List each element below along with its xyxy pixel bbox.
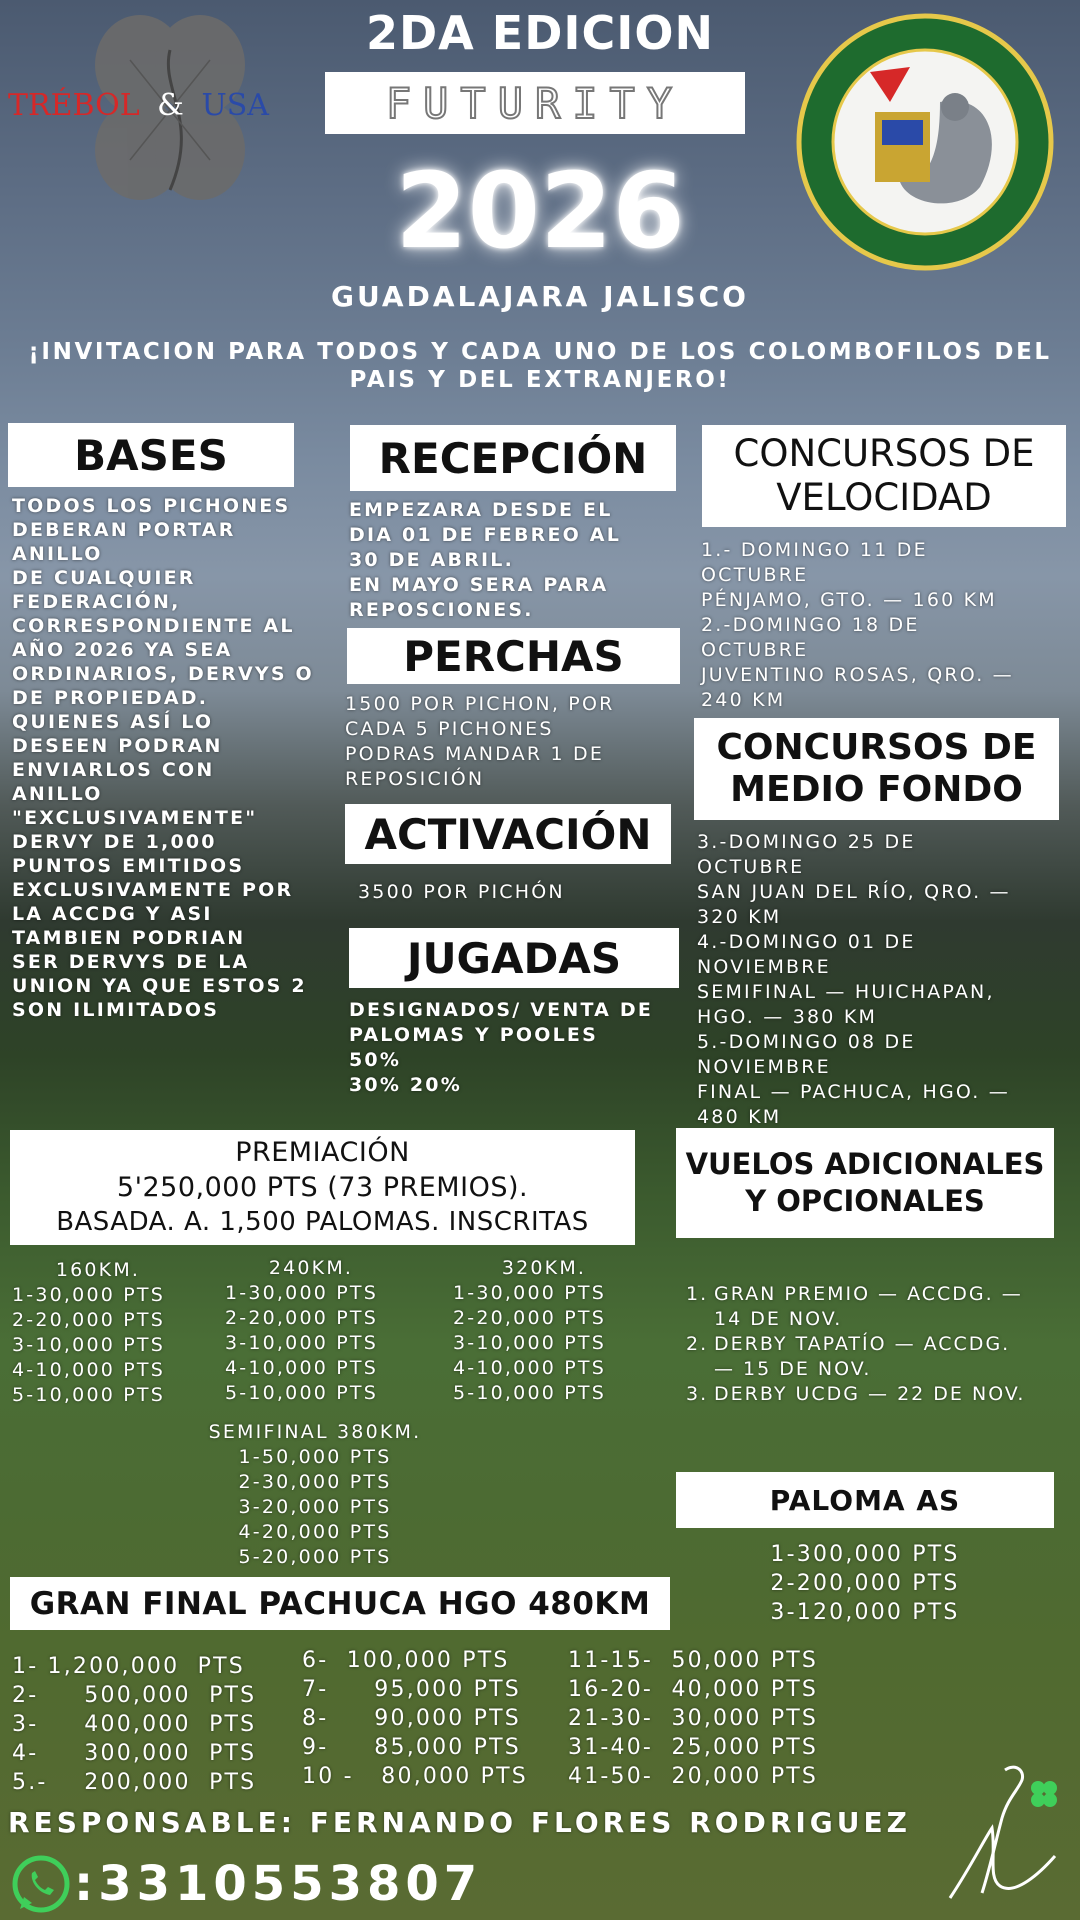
vuelos-list: [686, 1282, 1078, 1407]
velocidad-title: CONCURSOS DE VELOCIDAD: [702, 425, 1066, 527]
association-seal: [790, 12, 1060, 272]
edition-title: 2DA EDICION: [365, 6, 714, 60]
medio-fondo-title: CONCURSOS DE MEDIO FONDO: [694, 718, 1059, 820]
premiacion-title: PREMIACIÓN: [235, 1137, 410, 1168]
premiacion-basis: BASADA. A. 1,500 PALOMAS. INSCRITAS: [56, 1207, 589, 1237]
activacion-title: ACTIVACIÓN: [345, 804, 671, 864]
perchas-text: 1500 POR PICHON, POR CADA 5 PICHONES PODRAS MANDAR 1 DE REPOSICIÓN: [345, 693, 615, 790]
year-title: 2026: [395, 150, 685, 272]
city-title: GUADALAJARA JALISCO: [331, 280, 749, 313]
whatsapp-contact[interactable]: [10, 1852, 482, 1916]
gran-final-col-2: 6- 100,000 PTS 7- 95,000 PTS 8- 90,000 PTS 9- 85,000 PTS 10 - 80,000 PTS: [302, 1648, 528, 1789]
premiacion-box: [10, 1130, 635, 1245]
signature-logo: [930, 1758, 1070, 1910]
whatsapp-icon: [10, 1853, 72, 1915]
perchas-title: PERCHAS: [347, 628, 680, 684]
futurity-logo: FUTURITY: [325, 72, 745, 134]
bases-title: BASES: [8, 423, 294, 487]
prize-col-160: 160KM. 1-30,000 PTS 2-20,000 PTS 3-10,000 PTS 4-10,000 PTS 5-10,000 PTS: [12, 1259, 165, 1406]
jugadas-title: JUGADAS: [349, 928, 679, 988]
invitation-line-2: PAIS Y DEL EXTRANJERO!: [349, 367, 731, 393]
ampersand: &: [157, 88, 184, 123]
medio-fondo-text: 3.-DOMINGO 25 DE OCTUBRE SAN JUAN DEL RÍO, QRO. — 320 KM 4.-DOMINGO 01 DE NOVIEMBRE SEMIFINAL — HUICHAPAN, HGO. — 380 KM 5.-DOMINGO 08 DE NOVIEMBRE FINAL — PACHUCA, HGO. — 480 KM: [697, 831, 1011, 1128]
gran-final-title: GRAN FINAL PACHUCA HGO 480KM: [10, 1577, 670, 1630]
prize-col-320: 320KM. 1-30,000 PTS 2-20,000 PTS 3-10,000 PTS 4-10,000 PTS 5-10,000 PTS: [453, 1257, 606, 1404]
vuelos-item-2: 2. DERBY TAPATÍO — ACCDG. — 15 DE NOV.: [686, 1333, 1011, 1380]
trebol-usa-wordmark: [8, 88, 269, 123]
responsable-text: RESPONSABLE: FERNANDO FLORES RODRIGUEZ: [8, 1806, 911, 1839]
prize-col-240: 240KM. 1-30,000 PTS 2-20,000 PTS 3-10,000 PTS 4-10,000 PTS 5-10,000 PTS: [225, 1257, 378, 1404]
small-clover-icon: [1031, 1781, 1057, 1807]
pigeon-icon: [982, 1767, 1023, 1893]
premiacion-total: 5'250,000 PTS (73 PREMIOS).: [116, 1172, 529, 1203]
gran-final-col-3: 11-15- 50,000 PTS 16-20- 40,000 PTS 21-30- 30,000 PTS 31-40- 25,000 PTS 41-50- 20,000 PTS: [568, 1648, 819, 1789]
vuelos-item-3: 3. DERBY UCDG — 22 DE NOV.: [686, 1383, 1026, 1405]
paloma-as-list: 1-300,000 PTS 2-200,000 PTS 3-120,000 PTS: [770, 1542, 960, 1625]
invitation-line-1: ¡INVITACION PARA TODOS Y CADA UNO DE LOS COLOMBOFILOS DEL: [28, 339, 1052, 365]
usa-text: USA: [201, 88, 269, 123]
recepcion-title: RECEPCIÓN: [350, 425, 676, 491]
vuelos-title: VUELOS ADICIONALES Y OPCIONALES: [676, 1128, 1054, 1238]
gran-final-col-1: 1- 1,200,000 PTS 2- 500,000 PTS 3- 400,000 PTS 4- 300,000 PTS 5.- 200,000 PTS: [12, 1654, 257, 1795]
vuelos-item-1: 1. GRAN PREMIO — ACCDG. — 14 DE NOV.: [686, 1283, 1023, 1330]
recepcion-text: EMPEZARA DESDE EL DIA 01 DE FEBREO AL 30 DE ABRIL. EN MAYO SERA PARA REPOSCIONES.: [349, 499, 622, 621]
activacion-text: 3500 POR PICHÓN: [358, 881, 565, 903]
bases-text: TODOS LOS PICHONES DEBERAN PORTAR ANILLO DE CUALQUIER FEDERACIÓN, CORRESPONDIENTE AL AÑO 2026 YA SEA ORDINARIOS, DERVYS O DE PROPIEDAD. QUIENES ASÍ LO DESEEN PODRAN ENVIARLOS CON ANILLO "EXCLUSIVAMENTE" DERVY DE 1,000 PUNTOS EMITIDOS EXCLUSIVAMENTE POR LA ACCDG Y ASI TAMBIEN PODRIAN SER DERVYS DE LA UNION YA QUE ESTOS 2 SON ILIMITADOS: [12, 495, 314, 1021]
trebol-text: TRÉBOL: [8, 88, 140, 123]
prize-col-semifinal: SEMIFINAL 380KM. 1-50,000 PTS 2-30,000 PTS 3-20,000 PTS 4-20,000 PTS 5-20,000 PTS: [208, 1421, 422, 1568]
velocidad-text: 1.- DOMINGO 11 DE OCTUBRE PÉNJAMO, GTO. — 160 KM 2.-DOMINGO 18 DE OCTUBRE JUVENTINO ROSAS, QRO. — 240 KM: [701, 539, 1014, 711]
jugadas-text: DESIGNADOS/ VENTA DE PALOMAS Y POOLES 50% 30% 20%: [349, 999, 654, 1096]
phone-number: :3310553807: [74, 1856, 483, 1912]
signature-icon: [950, 1828, 1055, 1898]
invitation-text: [0, 338, 1080, 394]
paloma-as-title: PALOMA AS: [676, 1472, 1054, 1528]
